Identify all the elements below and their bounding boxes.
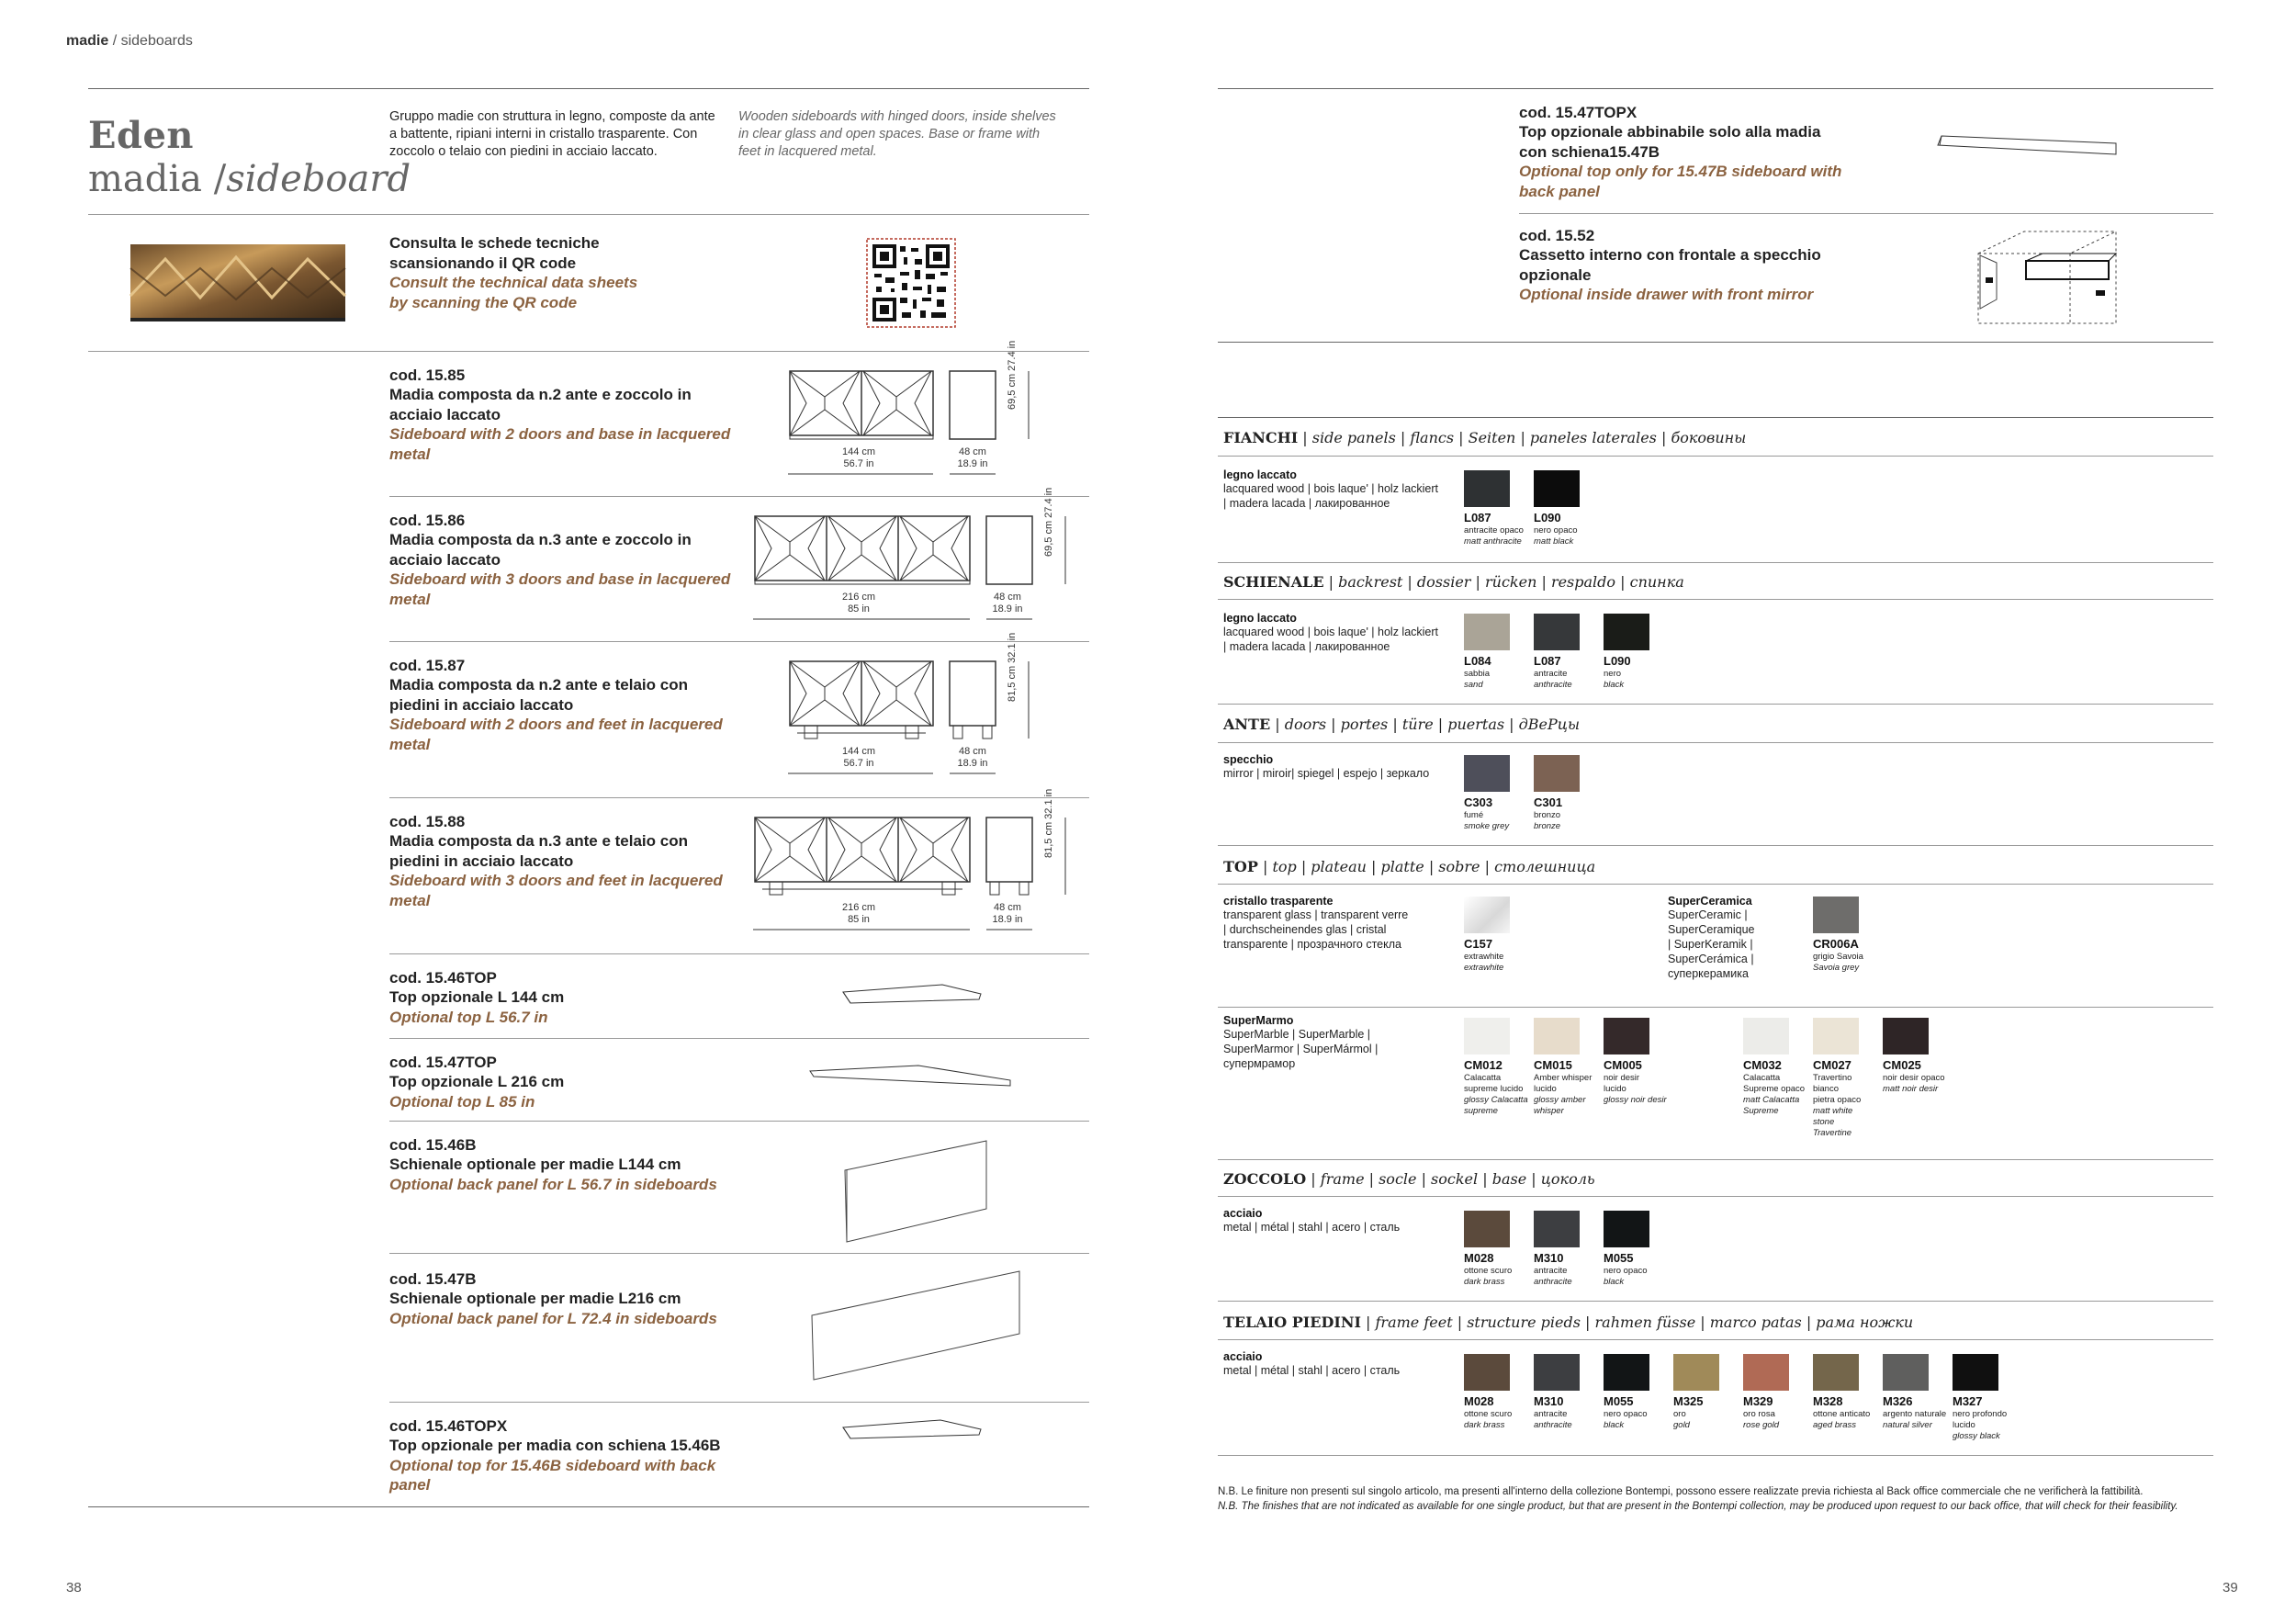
divider <box>1218 456 2213 457</box>
swatch-cm005 <box>1604 1018 1649 1054</box>
option-15-47topx: cod. 15.47TOPX Top opzionale abbinabile solo alla madia con schiena15.47B Optional top only for 15.47B sideboard with back panel <box>1519 104 1842 200</box>
swatch-code: M325 <box>1673 1394 1704 1408</box>
swatch-description: bronzo bronze <box>1534 810 1561 831</box>
section-schienale: SCHIENALE | backrest | dossier | rücken | respaldo | спинка <box>1223 573 1684 591</box>
swatch-description: Calacatta Supreme opaco matt Calacatta Supreme <box>1743 1073 1806 1116</box>
qr-code[interactable] <box>867 239 955 327</box>
material-ante: specchio mirror | miroir| spiegel | espejo | зеркало <box>1223 753 1430 780</box>
swatch-description: noir desir lucido glossy noir desir <box>1604 1073 1667 1105</box>
swatch-description: noir desir opaco matt noir desir <box>1883 1073 1945 1094</box>
drawing-back-216 <box>810 1269 1023 1383</box>
material-telaio: acciaio metal | métal | stahl | acero | сталь <box>1223 1350 1401 1377</box>
section-top: TOP | top | plateau | platte | sobre | столешница <box>1223 858 1596 875</box>
drawing-back-144 <box>843 1139 990 1246</box>
swatch-code: CM015 <box>1534 1058 1572 1072</box>
swatch-description: Travertino bianco pietra opaco matt white stone Travertine <box>1813 1073 1862 1138</box>
option-15-47b: cod. 15.47B Schienale optionale per madie L216 cm Optional back panel for L 72.4 in sideboards <box>389 1270 717 1327</box>
swatch-code: L087 <box>1534 654 1561 668</box>
divider <box>389 496 1089 497</box>
divider <box>1218 704 2213 705</box>
swatch-cm027 <box>1813 1018 1859 1054</box>
divider <box>1218 417 2213 418</box>
qr-instructions: Consulta le schede tecniche scansionando il QR code Consult the technical data sheets by scanning the QR code <box>389 234 638 311</box>
swatch-code: C157 <box>1464 937 1493 951</box>
divider <box>389 641 1089 642</box>
divider <box>389 1121 1089 1122</box>
swatch-description: Calacatta supreme lucido glossy Calacatta supreme <box>1464 1073 1528 1116</box>
divider <box>1218 342 2213 343</box>
divider <box>88 88 1089 89</box>
swatch-code: L084 <box>1464 654 1491 668</box>
option-15-47top: cod. 15.47TOP Top opzionale L 216 cm Optional top L 85 in <box>389 1054 565 1111</box>
swatch-m028 <box>1464 1354 1510 1391</box>
swatch-description: antracite anthracite <box>1534 1266 1572 1287</box>
swatch-c303 <box>1464 755 1510 792</box>
drawing-topx-144 <box>841 1418 988 1446</box>
swatch-description: oro rosa rose gold <box>1743 1409 1780 1430</box>
swatch-cm012 <box>1464 1018 1510 1054</box>
swatch-code: M055 <box>1604 1394 1634 1408</box>
swatch-description: nero profondo lucido glossy black <box>1953 1409 2008 1441</box>
swatch-m028 <box>1464 1211 1510 1247</box>
swatch-cm032 <box>1743 1018 1789 1054</box>
divider <box>1218 1339 2213 1340</box>
swatch-l087 <box>1534 614 1580 650</box>
description-it: Gruppo madie con struttura in legno, composte da ante a battente, ripiani interni in cristallo trasparente. Con zoccolo o telaio con piedini in acciaio laccato. <box>389 109 715 159</box>
section-zoccolo: ZOCCOLO | frame | socle | sockel | base | цоколь <box>1223 1170 1595 1188</box>
drawing-top-144 <box>841 983 988 1010</box>
divider <box>1218 1007 2213 1008</box>
swatch-code: M326 <box>1883 1394 1913 1408</box>
swatch-code: M310 <box>1534 1394 1564 1408</box>
swatch-description: nero opaco matt black <box>1534 525 1578 547</box>
divider <box>1218 742 2213 743</box>
swatch-m326 <box>1883 1354 1929 1391</box>
swatch-code: CM005 <box>1604 1058 1642 1072</box>
material-fianchi: legno laccato lacquared wood | bois laque' | holz lackiert | madera lacada | лакированное <box>1223 468 1439 510</box>
item-15-88: cod. 15.88 Madia composta da n.3 ante e telaio con piedini in acciaio laccato Sideboard with 3 doors and feet in lacquered metal <box>389 813 723 909</box>
swatch-code: M329 <box>1743 1394 1773 1408</box>
swatch-description: oro gold <box>1673 1409 1690 1430</box>
material-supermarmo: SuperMarmo SuperMarble | SuperMarble | SuperMarmor | SuperMármol | супермрамор <box>1223 1014 1379 1070</box>
divider <box>1218 1159 2213 1160</box>
divider <box>1519 213 2213 214</box>
swatch-m310 <box>1534 1211 1580 1247</box>
divider <box>88 1506 1089 1507</box>
swatch-description: fumé smoke grey <box>1464 810 1510 831</box>
drawing-drawer <box>1969 226 2125 327</box>
swatch-description: antracite opaco matt anthracite <box>1464 525 1524 547</box>
swatch-m328 <box>1813 1354 1859 1391</box>
note-en: N.B. The finishes that are not indicated as available for one single product, but that are present in the Bontempi collection, may be produced upon request to our back office, that will check for their feasibility. <box>1218 1501 2178 1512</box>
swatch-l090 <box>1604 614 1649 650</box>
section-ante: ANTE | doors | portes | türe | puertas | дВеРцы <box>1223 716 1580 733</box>
swatch-c157 <box>1464 897 1510 933</box>
swatch-description: argento naturale natural silver <box>1883 1409 1947 1430</box>
page-number-left: 38 <box>66 1580 82 1596</box>
swatch-cm025 <box>1883 1018 1929 1054</box>
material-top-glass: cristallo trasparente transparent glass | transparent verre | durchscheinendes glas | cristal transparente | прозрачного стекла <box>1223 895 1409 951</box>
swatch-code: CM025 <box>1883 1058 1921 1072</box>
swatch-description: grigio Savoia Savoia grey <box>1813 952 1863 973</box>
product-type: madia /sideboard <box>88 158 411 200</box>
swatch-cr006a <box>1813 897 1859 933</box>
swatch-code: M327 <box>1953 1394 1983 1408</box>
divider <box>1218 1301 2213 1302</box>
option-15-46topx: cod. 15.46TOPX Top opzionale per madia con schiena 15.46B Optional top for 15.46B sideboard with back panel <box>389 1417 721 1494</box>
swatch-code: CM032 <box>1743 1058 1782 1072</box>
drawing-top-216 <box>808 1064 1010 1100</box>
section-fianchi: FIANCHI | side panels | flancs | Seiten | paneles laterales | боковины <box>1223 429 1747 446</box>
swatch-m310 <box>1534 1354 1580 1391</box>
swatch-m327 <box>1953 1354 1998 1391</box>
swatch-description: ottone anticato aged brass <box>1813 1409 1871 1430</box>
swatch-code: C301 <box>1534 795 1563 809</box>
swatch-code: C303 <box>1464 795 1493 809</box>
breadcrumb: madie / sideboards <box>66 33 193 49</box>
swatch-l087 <box>1464 470 1510 507</box>
swatch-description: ottone scuro dark brass <box>1464 1266 1513 1287</box>
swatch-code: CR006A <box>1813 937 1859 951</box>
divider <box>1218 884 2213 885</box>
swatch-c301 <box>1534 755 1580 792</box>
divider <box>1218 599 2213 600</box>
divider <box>389 1038 1089 1039</box>
page-number-right: 39 <box>2223 1580 2238 1596</box>
swatch-description: nero black <box>1604 669 1625 690</box>
option-15-52: cod. 15.52 Cassetto interno con frontale a specchio opzionale Optional inside drawer with front mirror <box>1519 227 1821 303</box>
swatch-description: nero opaco black <box>1604 1266 1648 1287</box>
swatch-description: Amber whisper lucido glossy amber whisper <box>1534 1073 1593 1116</box>
swatch-description: antracite anthracite <box>1534 669 1572 690</box>
swatch-code: M028 <box>1464 1251 1494 1265</box>
swatch-m055 <box>1604 1354 1649 1391</box>
product-photo <box>129 241 349 325</box>
divider <box>1218 88 2213 89</box>
swatch-code: M055 <box>1604 1251 1634 1265</box>
swatch-code: L087 <box>1464 511 1491 524</box>
swatch-m325 <box>1673 1354 1719 1391</box>
divider <box>389 797 1089 798</box>
swatch-l084 <box>1464 614 1510 650</box>
item-15-86: cod. 15.86 Madia composta da n.3 ante e zoccolo in acciaio laccato Sideboard with 3 doors and base in lacquered metal <box>389 512 731 608</box>
divider <box>1218 1455 2213 1456</box>
swatch-code: M310 <box>1534 1251 1564 1265</box>
swatch-description: extrawhite extrawhite <box>1464 952 1504 973</box>
note-it: N.B. Le finiture non presenti sul singolo articolo, ma presenti all'interno della collezione Bontempi, possono essere realizzate previa richiesta al Back office commerciale che ne verificherà la fattibilità. <box>1218 1486 2144 1497</box>
swatch-code: CM027 <box>1813 1058 1851 1072</box>
option-15-46top: cod. 15.46TOP Top opzionale L 144 cm Optional top L 56.7 in <box>389 969 565 1026</box>
item-15-85: cod. 15.85 Madia composta da n.2 ante e zoccolo in acciaio laccato Sideboard with 2 doors and base in lacquered metal <box>389 367 731 463</box>
swatch-code: L090 <box>1534 511 1561 524</box>
swatch-m329 <box>1743 1354 1789 1391</box>
divider <box>389 953 1089 954</box>
divider <box>389 1253 1089 1254</box>
item-15-87: cod. 15.87 Madia composta da n.2 ante e telaio con piedini in acciaio laccato Sideboard with 2 doors and feet in lacquered metal <box>389 657 723 753</box>
swatch-code: M028 <box>1464 1394 1494 1408</box>
divider <box>88 214 1089 215</box>
swatch-cm015 <box>1534 1018 1580 1054</box>
material-schienale: legno laccato lacquared wood | bois laque' | holz lackiert | madera lacada | лакированное <box>1223 612 1439 653</box>
description-en: Wooden sideboards with hinged doors, inside shelves in clear glass and open spaces. Base or frame with feet in lacquered metal. <box>738 109 1056 159</box>
divider <box>1218 562 2213 563</box>
material-top-ceramic: SuperCeramica SuperCeramic | SuperCeramique | SuperKeramik | SuperCerámica | суперкерамика <box>1668 895 1755 980</box>
section-telaio: TELAIO PIEDINI | frame feet | structure pieds | rahmen füsse | marco patas | рама ножки <box>1223 1314 1914 1331</box>
product-name: Eden <box>88 114 194 157</box>
swatch-code: CM012 <box>1464 1058 1503 1072</box>
option-15-46b: cod. 15.46B Schienale optionale per madie L144 cm Optional back panel for L 56.7 in sideboards <box>389 1136 717 1193</box>
divider <box>1218 845 2213 846</box>
divider <box>389 1402 1089 1403</box>
material-zoccolo: acciaio metal | métal | stahl | acero | сталь <box>1223 1207 1401 1234</box>
swatch-l090 <box>1534 470 1580 507</box>
divider <box>88 351 1089 352</box>
swatch-m055 <box>1604 1211 1649 1247</box>
swatch-code: M328 <box>1813 1394 1843 1408</box>
swatch-description: sabbia sand <box>1464 669 1490 690</box>
swatch-description: ottone scuro dark brass <box>1464 1409 1513 1430</box>
swatch-code: L090 <box>1604 654 1631 668</box>
swatch-description: antracite anthracite <box>1534 1409 1572 1430</box>
divider <box>1218 1196 2213 1197</box>
swatch-description: nero opaco black <box>1604 1409 1648 1430</box>
drawing-topx-216 <box>1936 134 2120 160</box>
